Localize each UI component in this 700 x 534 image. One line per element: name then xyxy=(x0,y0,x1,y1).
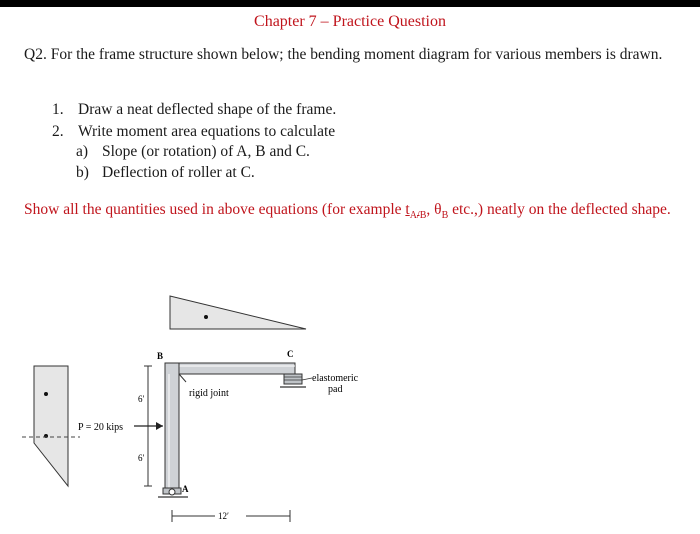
column-centroid-dot-upper xyxy=(44,392,48,396)
label-c: C xyxy=(287,349,294,359)
subtask-text: Deflection of roller at C. xyxy=(102,164,255,181)
load-label: P = 20 kips xyxy=(78,422,123,433)
question-text: Q2. For the frame structure shown below; the bending moment diagram for various members is drawn. xyxy=(24,46,663,63)
rigid-joint-label: rigid joint xyxy=(189,388,229,399)
list-item-number: 1. xyxy=(52,101,64,118)
list-item-number: 2. xyxy=(52,122,64,140)
list-item-text: Write moment area equations to calculate xyxy=(78,122,336,140)
dimension-top-label: 6′ xyxy=(138,394,145,404)
rigid-joint-leader xyxy=(179,374,186,382)
elastomeric-pad xyxy=(284,374,302,384)
dimension-bottom-label: 6′ xyxy=(138,453,145,463)
page-title: Chapter 7 – Practice Question xyxy=(254,13,446,30)
subtask-label: b) xyxy=(76,164,89,181)
subtask-text: Slope (or rotation) of A, B and C. xyxy=(102,143,310,160)
load-arrowhead xyxy=(156,422,163,430)
beam-moment-diagram xyxy=(170,296,306,329)
column-ab xyxy=(165,363,179,492)
pad-label-line2: pad xyxy=(328,384,343,395)
label-b: B xyxy=(157,351,164,361)
subtask-label: a) xyxy=(76,143,89,160)
theta-subscript: B xyxy=(441,210,449,222)
column-moment-diagram xyxy=(34,366,68,486)
instruction-part: Show all the quantities used in above equations (for example xyxy=(24,201,406,218)
label-a: A xyxy=(182,484,189,494)
span-label: 12′ xyxy=(218,511,229,521)
pad-label-line1: elastomeric xyxy=(312,373,359,384)
t-ab-symbol: $t_{A/B}$ xyxy=(405,201,427,222)
beam-bc xyxy=(165,363,295,374)
list-item-text: Draw a neat deflected shape of the frame. xyxy=(78,101,337,118)
instruction-part: etc.,) neatly on the deflected shape. xyxy=(448,201,671,218)
theta-symbol: , θ xyxy=(426,201,442,218)
beam-centroid-dot xyxy=(204,315,208,319)
